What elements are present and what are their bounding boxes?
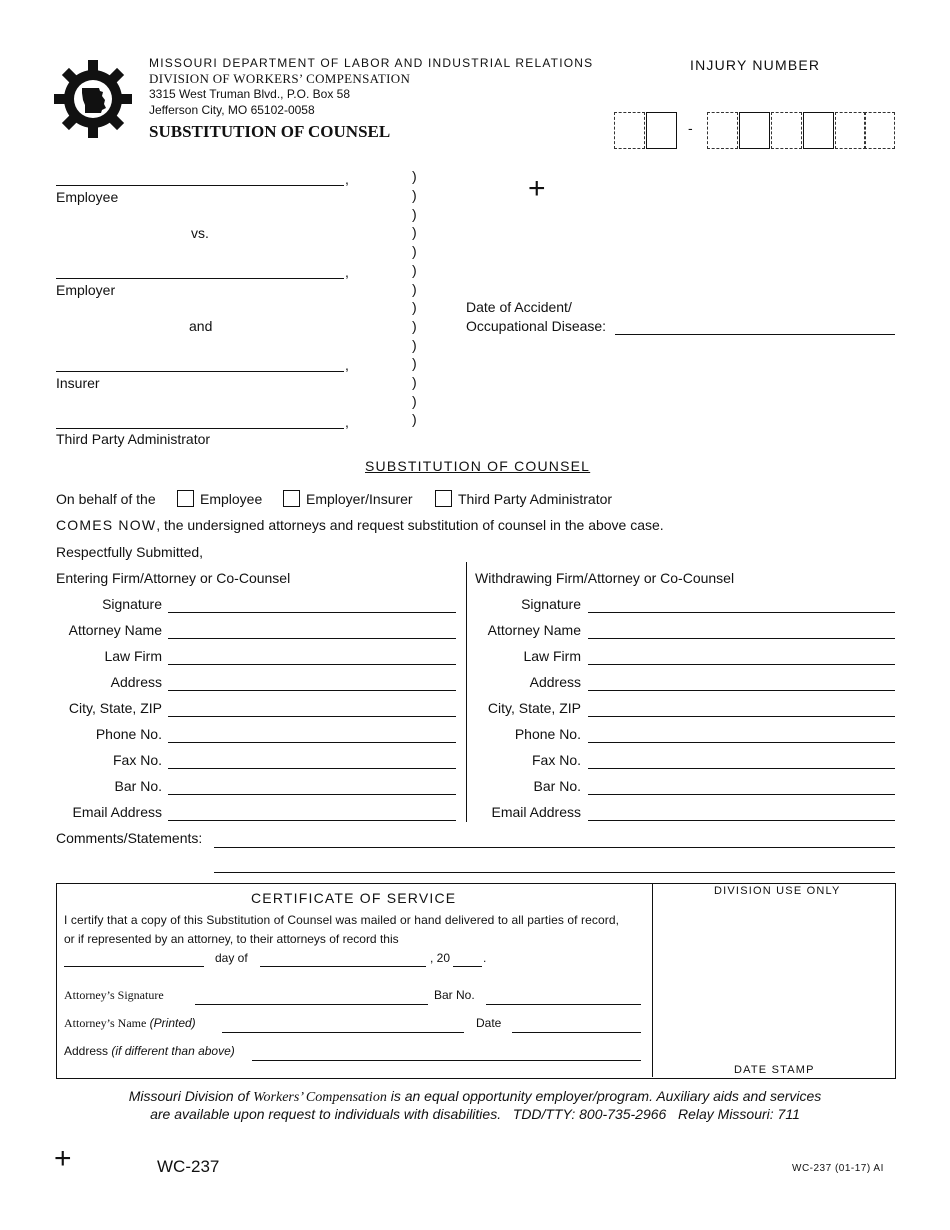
injury-digit-1[interactable] bbox=[614, 112, 645, 149]
comments-line-2[interactable] bbox=[214, 872, 895, 873]
withdrawing-phone-label: Phone No. bbox=[514, 726, 581, 742]
entering-signature-label: Signature bbox=[102, 596, 162, 612]
withdrawing-law-firm-field[interactable] bbox=[588, 664, 895, 665]
certificate-year-field[interactable] bbox=[453, 966, 482, 967]
certificate-month-field[interactable] bbox=[260, 966, 426, 967]
paren: ) bbox=[412, 355, 417, 371]
withdrawing-phone-field[interactable] bbox=[588, 742, 895, 743]
and-label: and bbox=[189, 318, 213, 334]
certificate-text-2: or if represented by an attorney, to their attorneys of record this bbox=[64, 932, 399, 946]
withdrawing-address-field[interactable] bbox=[588, 690, 895, 691]
attorney-signature-field[interactable] bbox=[195, 1004, 428, 1005]
insurer-name-line[interactable] bbox=[56, 371, 344, 372]
occupational-disease-label: Occupational Disease: bbox=[466, 318, 607, 334]
withdrawing-fax-label: Fax No. bbox=[531, 752, 581, 768]
paren: ) bbox=[412, 187, 417, 203]
withdrawing-bar-label: Bar No. bbox=[533, 778, 581, 794]
injury-digit-6[interactable] bbox=[803, 112, 834, 149]
certificate-title: CERTIFICATE OF SERVICE bbox=[251, 890, 457, 906]
day-of-label: day of bbox=[215, 951, 248, 965]
entering-email-field[interactable] bbox=[168, 820, 456, 821]
insurer-label: Insurer bbox=[56, 375, 100, 391]
paren: ) bbox=[412, 374, 417, 390]
withdrawing-email-label: Email Address bbox=[491, 804, 581, 820]
entering-bar-field[interactable] bbox=[168, 794, 456, 795]
entering-address-label: Address bbox=[110, 674, 162, 690]
printed-note: (Printed) bbox=[149, 1016, 196, 1030]
injury-digit-5[interactable] bbox=[771, 112, 802, 149]
bar-no-label: Bar No. bbox=[434, 988, 475, 1002]
form-title: SUBSTITUTION OF COUNSEL bbox=[149, 122, 391, 141]
eo-line1-a: Missouri Division of bbox=[128, 1088, 254, 1104]
comments-label: Comments/Statements: bbox=[56, 830, 203, 846]
entering-bar-label: Bar No. bbox=[114, 778, 162, 794]
address-line-2: Jefferson City, MO 65102-0058 bbox=[149, 103, 315, 117]
attorney-signature-label: Attorney’s Signature bbox=[64, 988, 164, 1002]
division-use-only: DIVISION USE ONLY bbox=[714, 885, 841, 897]
withdrawing-city-state-zip-field[interactable] bbox=[588, 716, 895, 717]
address-line-1: 3315 West Truman Blvd., P.O. Box 58 bbox=[149, 87, 350, 101]
tpa-option-label: Third Party Administrator bbox=[458, 491, 613, 507]
registration-mark-footer: + bbox=[54, 1142, 72, 1175]
withdrawing-attorney-name-field[interactable] bbox=[588, 638, 895, 639]
missouri-gear-seal bbox=[54, 60, 132, 138]
employee-label: Employee bbox=[56, 189, 119, 205]
withdrawing-law-firm-label: Law Firm bbox=[523, 648, 581, 664]
withdrawing-email-field[interactable] bbox=[588, 820, 895, 821]
equal-opportunity-line-1 bbox=[56, 1088, 894, 1106]
injury-digit-3[interactable] bbox=[707, 112, 738, 149]
entering-phone-field[interactable] bbox=[168, 742, 456, 743]
division-name: DIVISION OF WORKERS’ COMPENSATION bbox=[149, 71, 411, 86]
withdrawing-attorney-name-label: Attorney Name bbox=[487, 622, 581, 638]
employee-option-label: Employee bbox=[200, 491, 263, 507]
registration-mark: + bbox=[528, 172, 546, 205]
injury-digit-8[interactable] bbox=[864, 112, 895, 149]
withdrawing-bar-field[interactable] bbox=[588, 794, 895, 795]
entering-email-label: Email Address bbox=[72, 804, 162, 820]
paren: ) bbox=[412, 243, 417, 259]
employer-name-line[interactable] bbox=[56, 278, 344, 279]
eo-line1-b: Workers’ Compensation bbox=[253, 1090, 387, 1105]
date-stamp-label: DATE STAMP bbox=[734, 1064, 815, 1076]
certificate-address-label bbox=[64, 1044, 235, 1059]
employer-insurer-option-label: Employer/Insurer bbox=[306, 491, 413, 507]
paren: ) bbox=[412, 337, 417, 353]
comes-now-rest: , the undersigned attorneys and request substitution of counsel in the above case. bbox=[156, 517, 664, 533]
entering-attorney-name-field[interactable] bbox=[168, 638, 456, 639]
year-prefix-label: , 20 bbox=[430, 951, 451, 965]
comma: , bbox=[345, 171, 349, 187]
withdrawing-address-label: Address bbox=[529, 674, 581, 690]
date-of-accident-label: Date of Accident/ bbox=[466, 299, 572, 315]
form-number: WC-237 bbox=[157, 1157, 220, 1176]
attorney-name-printed-label bbox=[64, 1016, 196, 1031]
certificate-date-field[interactable] bbox=[512, 1032, 641, 1033]
paren: ) bbox=[412, 168, 417, 184]
comes-now-statement bbox=[56, 517, 664, 534]
dept-name: MISSOURI DEPARTMENT OF LABOR AND INDUSTRIAL RELATIONS bbox=[149, 56, 594, 70]
vs-label: vs. bbox=[191, 225, 209, 241]
comma: , bbox=[345, 264, 349, 280]
comma: , bbox=[345, 357, 349, 373]
injury-digit-2[interactable] bbox=[646, 112, 677, 149]
withdrawing-signature-field[interactable] bbox=[588, 612, 895, 613]
entering-city-state-zip-label: City, State, ZIP bbox=[68, 700, 162, 716]
withdrawing-signature-label: Signature bbox=[521, 596, 581, 612]
comments-line-1[interactable] bbox=[214, 847, 895, 848]
certificate-bar-no-field[interactable] bbox=[486, 1004, 641, 1005]
entering-law-firm-field[interactable] bbox=[168, 664, 456, 665]
employee-checkbox[interactable] bbox=[177, 490, 194, 507]
employer-label: Employer bbox=[56, 282, 116, 298]
year-period: . bbox=[483, 951, 487, 965]
withdrawing-title: Withdrawing Firm/Attorney or Co-Counsel bbox=[475, 570, 735, 586]
entering-fax-field[interactable] bbox=[168, 768, 456, 769]
date-label: Date bbox=[476, 1016, 502, 1030]
address-note: (if different than above) bbox=[111, 1044, 235, 1058]
entering-address-field[interactable] bbox=[168, 690, 456, 691]
certificate-day-field[interactable] bbox=[64, 966, 204, 967]
section-title: SUBSTITUTION OF COUNSEL bbox=[365, 458, 591, 474]
paren: ) bbox=[412, 299, 417, 315]
entering-city-state-zip-field[interactable] bbox=[168, 716, 456, 717]
entering-signature-field[interactable] bbox=[168, 612, 456, 613]
form-revision: WC-237 (01-17) AI bbox=[792, 1163, 884, 1174]
paren: ) bbox=[412, 281, 417, 297]
injury-number-label: INJURY NUMBER bbox=[690, 57, 821, 73]
withdrawing-city-state-zip-label: City, State, ZIP bbox=[487, 700, 581, 716]
withdrawing-fax-field[interactable] bbox=[588, 768, 895, 769]
entering-phone-label: Phone No. bbox=[95, 726, 162, 742]
injury-digit-4[interactable] bbox=[739, 112, 770, 149]
tpa-label: Third Party Administrator bbox=[56, 431, 211, 447]
injury-dash: - bbox=[688, 120, 693, 136]
paren: ) bbox=[412, 224, 417, 240]
employee-name-line[interactable] bbox=[56, 185, 344, 186]
tpa-name-line[interactable] bbox=[56, 428, 344, 429]
entering-title: Entering Firm/Attorney or Co-Counsel bbox=[56, 570, 291, 586]
certificate-divider bbox=[652, 883, 653, 1077]
paren: ) bbox=[412, 411, 417, 427]
on-behalf-label: On behalf of the bbox=[56, 491, 156, 507]
equal-opportunity-line-2: are available upon request to individuals with disabilities. TDD/TTY: 800-735-2966 Relay Missouri: 711 bbox=[150, 1106, 800, 1122]
certificate-address-field[interactable] bbox=[252, 1060, 641, 1061]
paren: ) bbox=[412, 393, 417, 409]
attorney-name-label: Attorney’s Name bbox=[64, 1016, 147, 1030]
comes-now-lead: COMES NOW bbox=[56, 517, 157, 533]
injury-digit-7[interactable] bbox=[835, 112, 866, 149]
certificate-text-1: I certify that a copy of this Substitution of Counsel was mailed or hand delivered to all parties of record, bbox=[64, 913, 620, 927]
employer-insurer-checkbox[interactable] bbox=[283, 490, 300, 507]
entering-fax-label: Fax No. bbox=[112, 752, 162, 768]
attorney-name-field[interactable] bbox=[222, 1032, 464, 1033]
entering-attorney-name-label: Attorney Name bbox=[68, 622, 162, 638]
entering-law-firm-label: Law Firm bbox=[104, 648, 162, 664]
tpa-checkbox[interactable] bbox=[435, 490, 452, 507]
paren: ) bbox=[412, 206, 417, 222]
address-label: Address bbox=[64, 1044, 109, 1058]
paren: ) bbox=[412, 262, 417, 278]
paren: ) bbox=[412, 318, 417, 334]
date-of-accident-field[interactable] bbox=[615, 334, 895, 335]
respectfully-submitted: Respectfully Submitted, bbox=[56, 544, 204, 560]
eo-line1-c: is an equal opportunity employer/program. Auxiliary aids and services bbox=[386, 1088, 822, 1104]
comma: , bbox=[345, 414, 349, 430]
